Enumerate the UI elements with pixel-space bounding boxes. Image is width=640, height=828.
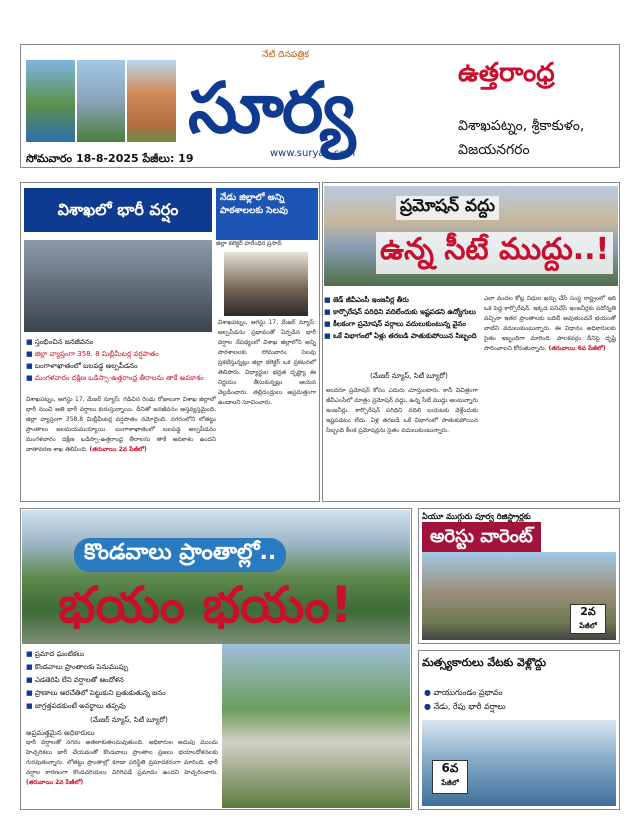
continued-link[interactable]: (తరువాయి 2వ పేజీలో) xyxy=(89,446,147,453)
school-holiday-body: విశాఖపట్నం, ఆగస్టు 17, మేజర్ న్యూస్: అల్పపీడనం ప్రభావంతో ఏర్పడిన భారీ వర్షాల నేపథ్యంలో విశాఖ జిల్లాలోని అన్ని పాఠశాలలకు సోమవారం సెలవు ప్రకటిస్తున్నట్లు జిల్లా కలెక్టర్ ఒక ప్రకటనలో తెలిపారు. విద్యార్థుల భద్రత దృష్ట్యా ఈ నిర్ణయం తీసుకున్నట్లు ఆయన వెల్లడించారు. తల్లిదండ్రులు అప్రమత్తంగా ఉండాలని సూచించారు. xyxy=(218,319,316,406)
list-item: ■ జిల్లా వ్యాప్తంగా 358. 8 మిల్లీమీటర్ల వర్షపాతం xyxy=(26,348,216,360)
region-line-1: విశాఖపట్నం, శ్రీకాకుళం, xyxy=(458,118,585,134)
list-item: ■ ఒకే విభాగంలో ఏళ్లు తరబడి పాతుకుపోయిన సిబ్బంది xyxy=(324,330,480,342)
page-reference-badge[interactable] xyxy=(432,760,468,794)
story-hillside-kicker: కొండవాలు ప్రాంతాల్లో.. xyxy=(74,538,286,572)
school-holiday-headline: నేడు జిల్లాలో అన్ని పాఠశాలలకు సెలవు xyxy=(216,188,318,240)
masthead-photos xyxy=(26,60,176,142)
story-warrant-headline: అరెస్టు వారెంట్ xyxy=(422,522,541,555)
story-promotion-bullets xyxy=(324,294,480,342)
list-item: ● నేడు, రేపు భారీ వర్షాలు xyxy=(424,700,506,714)
story-promotion-kicker: ప్రమోషన్ వద్దు xyxy=(396,196,499,220)
list-item: ■ స్తంభించిన జనజీవనం xyxy=(26,336,216,348)
collector-photo xyxy=(224,252,308,316)
website-url[interactable]: www.suryaa.com xyxy=(270,148,356,159)
tagline: నేటి దినపత్రిక xyxy=(262,50,309,60)
rain-photo xyxy=(24,240,212,332)
list-item: ■ ప్రాణాలు అరచేతిలో పెట్టుకుని బ్రతుకుతున్న జనం xyxy=(26,687,218,700)
story-promotion-byline: (మేజర్ న్యూస్, సిటీ బ్యూరో) xyxy=(370,372,448,380)
story-hillside-body xyxy=(26,728,218,788)
story-rain-bullets xyxy=(26,336,216,384)
list-item: ■ కొండవాలు ప్రాంతాలకు పెనుముప్పు xyxy=(26,661,218,674)
clock-tower-photo xyxy=(127,60,176,142)
story-fishermen-headline: మత్స్యకారులు వేటకు వెళ్లొద్దు xyxy=(422,656,547,669)
list-item: ● వాయుగుండం ప్రభావం xyxy=(424,686,506,700)
list-item: ■ ప్రమాద ఘంటికలు xyxy=(26,648,218,661)
story-fishermen-bullets xyxy=(424,686,506,714)
newspaper-logo: సూర్య xyxy=(188,66,354,149)
edition-title: ఉత్తరాంధ్ర xyxy=(458,58,555,88)
collector-caption: జిల్లా కలెక్టర్ హరేంధిర ప్రసాద్ xyxy=(216,240,282,247)
story-promotion-body-right xyxy=(484,294,616,354)
beach-photo xyxy=(26,60,75,142)
story-rain-text: విశాఖపట్నం, ఆగస్టు 17, మేజర్ న్యూస్: గడిచిన రెండు రోజులుగా విశాఖ జిల్లాలో భారీ నుంచి అతి భారీ వర్షాలు కురుస్తున్నాయి. దీనితో జనజీవనం అస్తవ్యస్తమైంది. జిల్లా వ్యాప్తంగా 358.8 మిల్లీమీటర్ల వర్షపాతం నమోదైంది. నగరంలోని లోతట్టు ప్రాంతాలు జలమయమయ్యాయి. బంగాళాఖాతంలో బలపడ్డ అల్పపీడనం మంగళవారం దక్షిణ ఒడిస్సా-ఉత్తరాంధ్ర తీరాలను తాకే అవకాశం ఉందని వాతావరణ శాఖ తెలిపింది. xyxy=(26,396,216,453)
hillside-houses-photo xyxy=(222,644,410,808)
list-item: ■ కీలకంగా ప్రమోషన్ వర్గాలు వదులుకుంటున్న వైనం xyxy=(324,318,480,330)
list-item: ■ బంగాళాఖాతంలో బలపడ్డ అల్పపీడనం xyxy=(26,360,216,372)
bridge-photo xyxy=(77,60,126,142)
story-warrant-kicker: ఏయూ ముగ్గురు పూర్వ రిజిస్ట్రార్లకు xyxy=(422,512,531,521)
story-promotion-text: ఎలా వందల కోట్ల నిధుల ఖర్చు చేసే సంస్థ రాష్ట్రంలో ఇది ఒక పెద్ద కార్పొరేషన్. ఇక్కడ పనిచేసే ఇంజనీర్లకు పదోన్నతి వచ్చినా ఇతర ప్రాంతాలకు బదిలీ అవుతుందనే భయంతో వాటిని వదులుకుంటున్నారు. ఈ విధానం అధికారులకు సైతం ఇబ్బందిగా మారింది. పాలకవర్గం దీనిపై దృష్టి సారించాలని కోరుతున్నారు. xyxy=(484,295,616,352)
page-reference-badge[interactable] xyxy=(570,604,606,634)
continued-link[interactable]: (తరువాయి 6వ పేజీలో) xyxy=(548,345,606,352)
story-hillside-headline: భయం భయం! xyxy=(58,576,353,634)
story-hillside-text: భారీ వర్షాలతో నగరం అతలాకుతలమవుతుంది. అధికారుల అదుపు ముందు హెచ్చరికలు జారీ చేయడంతో కొండవాలు ప్రాంతాల ప్రజలు భయాందోళనలకు గురవుతున్నారు. లోతట్టు ప్రాంతాల్లో కూడా పరిస్థితి ప్రమాదకరంగా మారింది. భారీ వర్షాల కారణంగా కొండచరియలు విరిగిపడే ప్రమాదం ఉందని హెచ్చరించారు. xyxy=(26,739,218,776)
list-item: ■ జెడ్ జీవీఎంసీ ఇంజనీర్ల తీరు xyxy=(324,294,480,306)
region-line-2: విజయనగరం xyxy=(458,142,530,158)
page-ref-label: పేజీలో xyxy=(441,779,459,787)
page-ref-label: పేజీలో xyxy=(579,622,597,630)
page-ref-number: 6వ xyxy=(441,761,459,775)
list-item: ■ జాగ్రత్తపడకుంటే అనర్థాలు తప్పవు xyxy=(26,700,218,713)
issue-date-line: సోమవారం 18-8-2025 పేజీలు: 19 xyxy=(26,152,194,165)
list-item: ■ కార్పొరేషన్ పరిధిని వదిలేందుకు ఇష్టపడని ఉద్యోగులు xyxy=(324,306,480,318)
story-promotion-body-left: అందరూ ప్రమోషన్ కోసం ఎదురు చూస్తుంటారు. కానీ విచిత్రంగా జీవీఎంసీలో మాత్రం ప్రమోషన్ వద్దు, ఉన్న సీటే ముద్దు అంటున్నారు ఇంజనీర్లు. కార్పొరేషన్ పరిధిని వదిలి బయటకు వెళ్లేందుకు ఇష్టపడటం లేదు. ఏళ్ల తరబడి ఒకే విభాగంలో పాతుకుపోయిన సిబ్బంది కీలక ప్రమోషన్లను సైతం వదులుకుంటున్నారు. xyxy=(326,387,478,434)
list-item: ■ మంగళవారం దక్షిణ ఒడిస్సా-ఉత్తరాంధ్ర తీరాలను తాకే అవకాశం xyxy=(26,372,216,384)
story-rain-body xyxy=(26,395,216,455)
story-rain-headline: విశాఖలో భారీ వర్షం xyxy=(24,188,212,232)
story-hillside-byline: (మేజర్ న్యూస్, సిటీ బ్యూరో) xyxy=(90,716,168,724)
page-ref-number: 2వ xyxy=(580,605,596,618)
continued-link[interactable]: (తరువాయి 2వ పేజీలో) xyxy=(26,779,84,786)
story-hillside-bullets xyxy=(26,648,218,713)
story-promotion-headline: ఉన్న సీటే ముద్దు..! xyxy=(376,232,613,274)
list-item: అప్రమత్తమైన అధికారులు xyxy=(26,729,95,737)
list-item: ■ ఎడతెరిపి లేని వర్షాలతో ఆందోళన xyxy=(26,674,218,687)
